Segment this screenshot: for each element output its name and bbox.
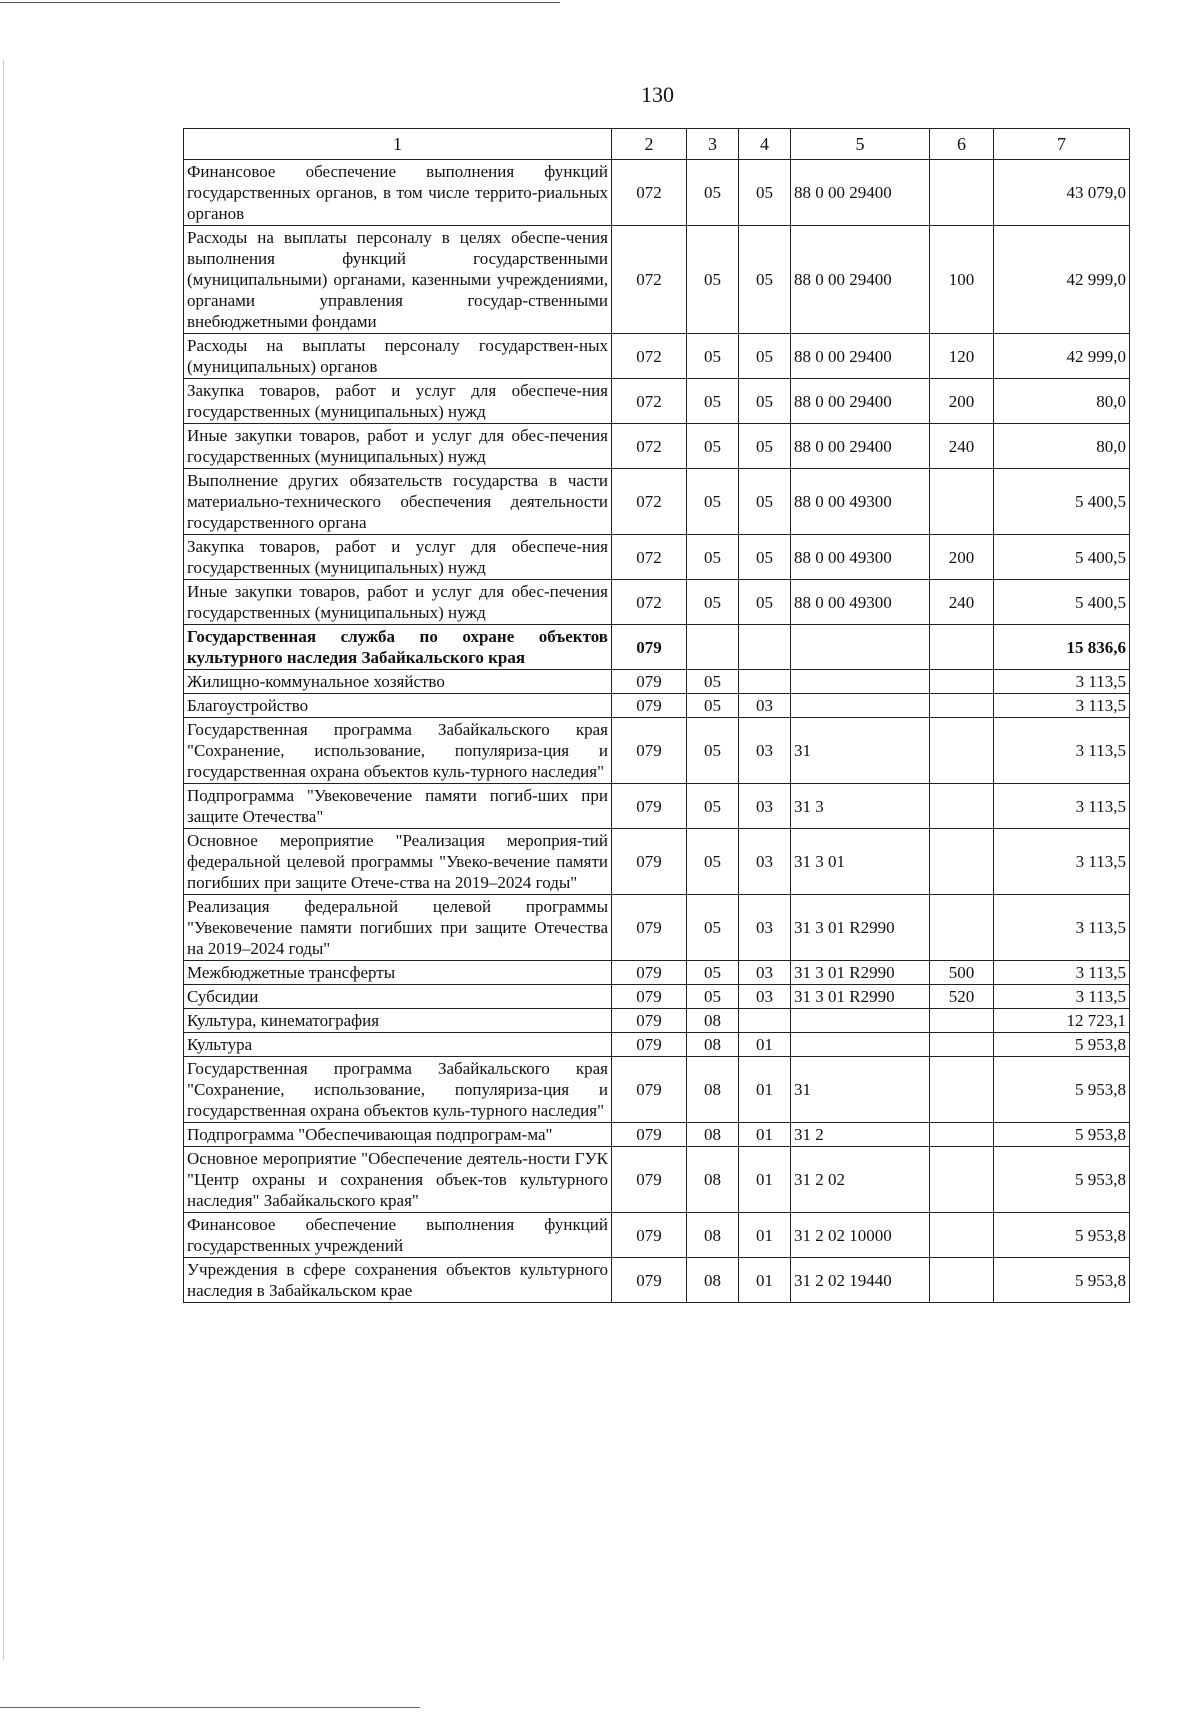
table-row bbox=[184, 1147, 1130, 1213]
row-name: Реализация федеральной целевой программы "Увековечение памяти погибших при защите Отечества на 2019–2024 годы" bbox=[184, 895, 612, 961]
table-row bbox=[184, 1213, 1130, 1258]
row-col-2: 072 bbox=[612, 535, 687, 580]
row-col-7: 42 999,0 bbox=[994, 226, 1130, 334]
row-col-6 bbox=[930, 718, 994, 784]
row-col-2: 079 bbox=[612, 694, 687, 718]
table-row bbox=[184, 469, 1130, 535]
row-col-5: 31 2 02 19440 bbox=[791, 1258, 930, 1303]
row-name: Учреждения в сфере сохранения объектов культурного наследия в Забайкальском крае bbox=[184, 1258, 612, 1303]
row-col-3: 05 bbox=[687, 535, 739, 580]
table-row bbox=[184, 379, 1130, 424]
row-col-7: 3 113,5 bbox=[994, 829, 1130, 895]
row-col-4: 01 bbox=[739, 1147, 791, 1213]
row-col-4: 03 bbox=[739, 694, 791, 718]
row-name: Выполнение других обязательств государства в части материально-технического обеспечения деятельности государственного органа bbox=[184, 469, 612, 535]
row-col-6: 520 bbox=[930, 985, 994, 1009]
table-row bbox=[184, 1258, 1130, 1303]
row-col-5: 31 3 01 R2990 bbox=[791, 985, 930, 1009]
row-col-6: 200 bbox=[930, 535, 994, 580]
row-col-6 bbox=[930, 895, 994, 961]
row-col-5: 88 0 00 29400 bbox=[791, 334, 930, 379]
table-row bbox=[184, 1123, 1130, 1147]
row-col-2: 079 bbox=[612, 1258, 687, 1303]
table-row bbox=[184, 829, 1130, 895]
row-col-4: 01 bbox=[739, 1057, 791, 1123]
budget-table bbox=[183, 128, 1130, 1303]
row-col-4: 05 bbox=[739, 379, 791, 424]
row-col-5: 31 3 01 R2990 bbox=[791, 895, 930, 961]
row-name: Межбюджетные трансферты bbox=[184, 961, 612, 985]
row-col-3: 05 bbox=[687, 469, 739, 535]
row-col-7: 3 113,5 bbox=[994, 784, 1130, 829]
row-col-6 bbox=[930, 1258, 994, 1303]
row-col-7: 80,0 bbox=[994, 424, 1130, 469]
row-name: Культура bbox=[184, 1033, 612, 1057]
row-col-4: 03 bbox=[739, 985, 791, 1009]
row-name: Субсидии bbox=[184, 985, 612, 1009]
row-col-7: 5 953,8 bbox=[994, 1033, 1130, 1057]
row-col-6 bbox=[930, 1033, 994, 1057]
table-row bbox=[184, 694, 1130, 718]
row-col-7: 5 400,5 bbox=[994, 469, 1130, 535]
row-col-6 bbox=[930, 160, 994, 226]
row-col-6 bbox=[930, 784, 994, 829]
row-col-7: 3 113,5 bbox=[994, 985, 1130, 1009]
row-col-6 bbox=[930, 469, 994, 535]
table-row bbox=[184, 424, 1130, 469]
row-col-6 bbox=[930, 1057, 994, 1123]
row-col-3: 05 bbox=[687, 670, 739, 694]
row-col-2: 079 bbox=[612, 895, 687, 961]
row-col-4: 03 bbox=[739, 784, 791, 829]
row-col-6 bbox=[930, 625, 994, 670]
row-col-3: 05 bbox=[687, 694, 739, 718]
table-row bbox=[184, 160, 1130, 226]
row-col-7: 5 400,5 bbox=[994, 535, 1130, 580]
row-col-5 bbox=[791, 1033, 930, 1057]
row-col-2: 079 bbox=[612, 1033, 687, 1057]
row-col-5: 88 0 00 29400 bbox=[791, 379, 930, 424]
row-col-5 bbox=[791, 625, 930, 670]
row-col-3: 05 bbox=[687, 334, 739, 379]
row-col-2: 072 bbox=[612, 160, 687, 226]
row-col-2: 079 bbox=[612, 1123, 687, 1147]
row-col-5: 88 0 00 49300 bbox=[791, 469, 930, 535]
row-col-3 bbox=[687, 625, 739, 670]
table-row bbox=[184, 985, 1130, 1009]
row-name: Жилищно-коммунальное хозяйство bbox=[184, 670, 612, 694]
row-col-7: 5 400,5 bbox=[994, 580, 1130, 625]
row-col-5: 31 3 bbox=[791, 784, 930, 829]
row-col-5 bbox=[791, 1009, 930, 1033]
row-col-5: 31 3 01 R2990 bbox=[791, 961, 930, 985]
row-name: Расходы на выплаты персоналу в целях обеспе-чения выполнения функций государственными (муниципальными) органами, казенными учреждениями, органами управления государ-ственными внебюджетными фондами bbox=[184, 226, 612, 334]
row-col-5: 31 bbox=[791, 718, 930, 784]
row-col-7: 5 953,8 bbox=[994, 1258, 1130, 1303]
row-col-5: 88 0 00 29400 bbox=[791, 424, 930, 469]
header-col-3: 3 bbox=[687, 129, 739, 160]
row-col-4: 01 bbox=[739, 1033, 791, 1057]
row-col-6 bbox=[930, 670, 994, 694]
row-name: Подпрограмма "Обеспечивающая подпрограм-ма" bbox=[184, 1123, 612, 1147]
row-col-3: 08 bbox=[687, 1147, 739, 1213]
row-name: Иные закупки товаров, работ и услуг для обес-печения государственных (муниципальных) нужд bbox=[184, 580, 612, 625]
row-col-3: 05 bbox=[687, 424, 739, 469]
row-col-3: 08 bbox=[687, 1009, 739, 1033]
row-col-2: 079 bbox=[612, 784, 687, 829]
row-col-3: 05 bbox=[687, 985, 739, 1009]
row-col-6 bbox=[930, 1009, 994, 1033]
row-name: Государственная служба по охране объектов культурного наследия Забайкальского края bbox=[184, 625, 612, 670]
row-col-3: 05 bbox=[687, 829, 739, 895]
row-col-6: 240 bbox=[930, 424, 994, 469]
row-col-2: 079 bbox=[612, 985, 687, 1009]
table-row bbox=[184, 1033, 1130, 1057]
row-col-4: 03 bbox=[739, 829, 791, 895]
row-name: Государственная программа Забайкальского края "Сохранение, использование, популяриза-ция и государственная охрана объектов куль-турного наследия" bbox=[184, 718, 612, 784]
table-row bbox=[184, 784, 1130, 829]
row-col-2: 079 bbox=[612, 1009, 687, 1033]
row-col-7: 43 079,0 bbox=[994, 160, 1130, 226]
table-row bbox=[184, 1009, 1130, 1033]
scan-border-left bbox=[3, 60, 4, 1660]
row-col-5: 88 0 00 29400 bbox=[791, 160, 930, 226]
row-col-3: 05 bbox=[687, 784, 739, 829]
row-col-4: 03 bbox=[739, 895, 791, 961]
row-col-3: 05 bbox=[687, 961, 739, 985]
row-col-4: 03 bbox=[739, 718, 791, 784]
table-row bbox=[184, 625, 1130, 670]
header-col-6: 6 bbox=[930, 129, 994, 160]
row-col-4 bbox=[739, 1009, 791, 1033]
row-col-7: 5 953,8 bbox=[994, 1123, 1130, 1147]
row-col-2: 079 bbox=[612, 718, 687, 784]
row-col-7: 15 836,6 bbox=[994, 625, 1130, 670]
row-col-7: 3 113,5 bbox=[994, 670, 1130, 694]
row-col-5: 31 3 01 bbox=[791, 829, 930, 895]
row-col-4: 01 bbox=[739, 1258, 791, 1303]
row-col-5: 88 0 00 29400 bbox=[791, 226, 930, 334]
row-col-3: 08 bbox=[687, 1033, 739, 1057]
header-col-7: 7 bbox=[994, 129, 1130, 160]
row-col-4: 05 bbox=[739, 160, 791, 226]
table-row bbox=[184, 670, 1130, 694]
row-name: Финансовое обеспечение выполнения функций государственных учреждений bbox=[184, 1213, 612, 1258]
header-col-1: 1 bbox=[184, 129, 612, 160]
page-number: 130 bbox=[641, 82, 674, 107]
row-col-5: 31 2 02 10000 bbox=[791, 1213, 930, 1258]
row-col-7: 5 953,8 bbox=[994, 1147, 1130, 1213]
row-col-5: 88 0 00 49300 bbox=[791, 580, 930, 625]
row-name: Культура, кинематография bbox=[184, 1009, 612, 1033]
row-col-6 bbox=[930, 829, 994, 895]
row-col-5: 31 bbox=[791, 1057, 930, 1123]
row-col-4: 05 bbox=[739, 424, 791, 469]
row-col-5 bbox=[791, 694, 930, 718]
table-row bbox=[184, 718, 1130, 784]
row-col-2: 072 bbox=[612, 334, 687, 379]
row-col-2: 072 bbox=[612, 469, 687, 535]
table-row bbox=[184, 895, 1130, 961]
row-col-2: 079 bbox=[612, 1147, 687, 1213]
row-col-2: 079 bbox=[612, 829, 687, 895]
header-col-4: 4 bbox=[739, 129, 791, 160]
row-col-7: 3 113,5 bbox=[994, 961, 1130, 985]
row-col-3: 08 bbox=[687, 1057, 739, 1123]
row-col-3: 08 bbox=[687, 1258, 739, 1303]
table-row bbox=[184, 226, 1130, 334]
table-body bbox=[184, 160, 1130, 1303]
row-col-4: 03 bbox=[739, 961, 791, 985]
row-col-3: 05 bbox=[687, 160, 739, 226]
scan-border-bottom bbox=[0, 1707, 420, 1708]
table-row bbox=[184, 334, 1130, 379]
row-col-6 bbox=[930, 1123, 994, 1147]
row-col-3: 05 bbox=[687, 580, 739, 625]
row-name: Иные закупки товаров, работ и услуг для обес-печения государственных (муниципальных) нужд bbox=[184, 424, 612, 469]
row-col-4 bbox=[739, 670, 791, 694]
row-col-3: 05 bbox=[687, 895, 739, 961]
row-col-4 bbox=[739, 625, 791, 670]
row-col-2: 079 bbox=[612, 625, 687, 670]
row-col-6: 100 bbox=[930, 226, 994, 334]
row-col-5: 31 2 02 bbox=[791, 1147, 930, 1213]
row-col-7: 42 999,0 bbox=[994, 334, 1130, 379]
row-col-4: 05 bbox=[739, 535, 791, 580]
row-col-2: 072 bbox=[612, 379, 687, 424]
row-col-7: 3 113,5 bbox=[994, 718, 1130, 784]
row-col-4: 01 bbox=[739, 1213, 791, 1258]
row-name: Закупка товаров, работ и услуг для обеспече-ния государственных (муниципальных) нужд bbox=[184, 379, 612, 424]
row-col-7: 5 953,8 bbox=[994, 1213, 1130, 1258]
row-col-2: 072 bbox=[612, 424, 687, 469]
row-name: Государственная программа Забайкальского края "Сохранение, использование, популяриза-ция и государственная охрана объектов куль-турного наследия" bbox=[184, 1057, 612, 1123]
row-col-7: 3 113,5 bbox=[994, 694, 1130, 718]
header-col-5: 5 bbox=[791, 129, 930, 160]
table-row bbox=[184, 580, 1130, 625]
row-col-6: 200 bbox=[930, 379, 994, 424]
row-col-6 bbox=[930, 1147, 994, 1213]
row-name: Благоустройство bbox=[184, 694, 612, 718]
row-name: Основное мероприятие "Обеспечение деятель-ности ГУК "Центр охраны и сохранения объек-тов культурного наследия" Забайкальского края" bbox=[184, 1147, 612, 1213]
row-col-4: 05 bbox=[739, 226, 791, 334]
row-name: Расходы на выплаты персоналу государствен-ных (муниципальных) органов bbox=[184, 334, 612, 379]
row-col-3: 05 bbox=[687, 379, 739, 424]
row-col-4: 05 bbox=[739, 469, 791, 535]
row-col-7: 3 113,5 bbox=[994, 895, 1130, 961]
row-col-2: 079 bbox=[612, 1213, 687, 1258]
row-col-3: 08 bbox=[687, 1123, 739, 1147]
row-col-7: 5 953,8 bbox=[994, 1057, 1130, 1123]
row-col-7: 80,0 bbox=[994, 379, 1130, 424]
row-col-5: 31 2 bbox=[791, 1123, 930, 1147]
row-col-2: 079 bbox=[612, 670, 687, 694]
row-col-6 bbox=[930, 694, 994, 718]
row-col-5: 88 0 00 49300 bbox=[791, 535, 930, 580]
row-col-6: 240 bbox=[930, 580, 994, 625]
table-row bbox=[184, 961, 1130, 985]
table-row bbox=[184, 535, 1130, 580]
table-row bbox=[184, 1057, 1130, 1123]
row-name: Финансовое обеспечение выполнения функций государственных органов, в том числе террито-риальных органов bbox=[184, 160, 612, 226]
row-col-4: 05 bbox=[739, 334, 791, 379]
header-col-2: 2 bbox=[612, 129, 687, 160]
row-name: Закупка товаров, работ и услуг для обеспече-ния государственных (муниципальных) нужд bbox=[184, 535, 612, 580]
table-header-row bbox=[184, 129, 1130, 160]
row-col-2: 072 bbox=[612, 580, 687, 625]
row-col-2: 079 bbox=[612, 1057, 687, 1123]
row-col-2: 079 bbox=[612, 961, 687, 985]
row-col-4: 01 bbox=[739, 1123, 791, 1147]
row-col-6: 500 bbox=[930, 961, 994, 985]
row-col-3: 08 bbox=[687, 1213, 739, 1258]
row-col-4: 05 bbox=[739, 580, 791, 625]
row-col-3: 05 bbox=[687, 226, 739, 334]
row-col-6 bbox=[930, 1213, 994, 1258]
row-name: Основное мероприятие "Реализация мероприя-тий федеральной целевой программы "Увеко-вечение памяти погибших при защите Отече-ства на 2019–2024 годы" bbox=[184, 829, 612, 895]
row-col-6: 120 bbox=[930, 334, 994, 379]
row-col-2: 072 bbox=[612, 226, 687, 334]
row-col-3: 05 bbox=[687, 718, 739, 784]
row-col-7: 12 723,1 bbox=[994, 1009, 1130, 1033]
row-name: Подпрограмма "Увековечение памяти погиб-ших при защите Отечества" bbox=[184, 784, 612, 829]
row-col-5 bbox=[791, 670, 930, 694]
scan-border-top bbox=[0, 2, 560, 3]
